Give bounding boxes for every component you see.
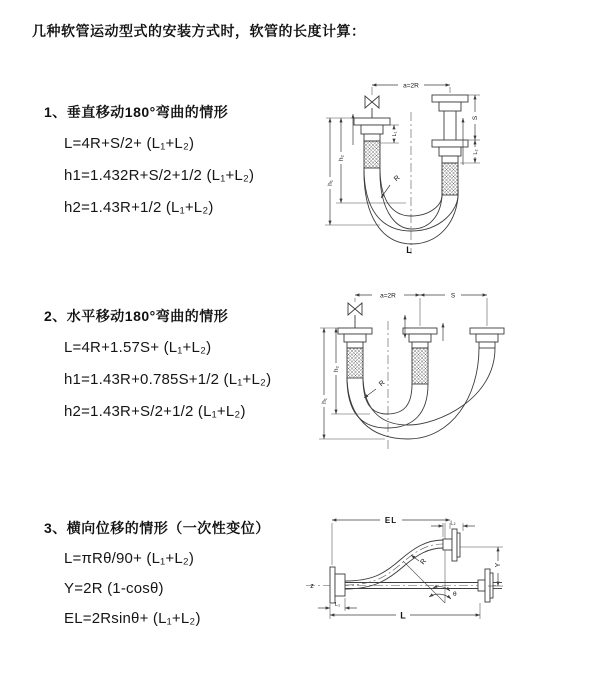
length-label: L [406, 245, 412, 255]
left-flange [330, 567, 345, 603]
braided-hose-section [442, 163, 458, 195]
construction-lines [403, 520, 457, 603]
axis-break-mark: z [310, 583, 314, 590]
diagram-vertical-180-bend [310, 68, 600, 258]
formula-line: h1=1.43R+0.785S+1/2 (L₁+L₂) [64, 371, 272, 388]
formula-line: EL=2Rsinθ+ (L₁+L₂) [64, 610, 201, 627]
section-heading: 1、垂直移动180°弯曲的情形 [44, 104, 229, 120]
dim-label-h2: h₂ [333, 365, 340, 373]
formula-line: h2=1.43R+1/2 (L₁+L₂) [64, 199, 214, 216]
valve-icon [348, 303, 362, 315]
left-pipe-assembly [354, 96, 390, 168]
displaced-hose-curve [345, 540, 443, 589]
dim-label-h2: h₂ [338, 154, 345, 162]
formula-line: L=πRθ/90+ (L₁+L₂) [64, 550, 195, 567]
length-label: L [400, 610, 406, 621]
formula-line: h2=1.43R+S/2+1/2 (L₁+L₂) [64, 403, 246, 420]
dim-label-h1: h₁ [321, 398, 328, 404]
dim-label-y: Y [495, 562, 502, 568]
radius-label: R [393, 174, 402, 184]
formula-line: h1=1.432R+S/2+1/2 (L₁+L₂) [64, 167, 255, 184]
braided-hose-section [347, 348, 363, 378]
formula-list [64, 332, 271, 428]
upper-right-flange [443, 529, 460, 561]
right-pipe-assembly [432, 95, 468, 195]
left-pipe-assembly [338, 303, 372, 378]
formula-line: Y=2R (1-cosθ) [64, 580, 164, 597]
dim-label-h1: h₁ [327, 180, 334, 186]
formula-list [64, 128, 254, 224]
section-vertical-180 [44, 102, 254, 224]
dim-label-el: EL [384, 516, 398, 525]
diagram-horizontal-180-bend [310, 281, 600, 456]
dimension-lines [319, 293, 487, 440]
formula-list [64, 544, 270, 634]
diagram-lateral-displacement [300, 503, 600, 648]
braided-hose-section [412, 348, 428, 384]
dim-label-s: S [472, 115, 479, 121]
dim-label-width: a=2R [403, 82, 419, 90]
right-pipe-assembly [470, 328, 504, 348]
valve-icon [365, 96, 379, 108]
dim-label-width: a=2R [380, 292, 396, 300]
dim-label-l2: L₂ [450, 520, 456, 527]
section-heading: 3、横向位移的情形（一次性变位） [44, 520, 270, 536]
middle-pipe-assembly [403, 328, 437, 384]
dim-label-s: S [450, 292, 456, 300]
formula-line: L=4R+1.57S+ (L₁+L₂) [64, 339, 212, 356]
section-horizontal-180 [44, 306, 271, 428]
braided-hose-section [364, 141, 380, 168]
section-heading: 2、水平移动180°弯曲的情形 [44, 308, 229, 324]
angle-label: θ [453, 591, 457, 598]
radius-label: R [378, 379, 387, 389]
dim-label-l1: L₁ [392, 131, 398, 137]
document-title: 几种软管运动型式的安装方式时，软管的长度计算： [32, 23, 366, 39]
lower-right-flange [478, 569, 502, 602]
radius-label: R [419, 557, 429, 567]
dim-label-l1: L₁ [335, 602, 340, 608]
formula-line: L=4R+S/2+ (L₁+L₂) [64, 135, 195, 152]
section-lateral-displacement [44, 518, 270, 634]
dim-label-l2: L₂ [473, 149, 479, 155]
